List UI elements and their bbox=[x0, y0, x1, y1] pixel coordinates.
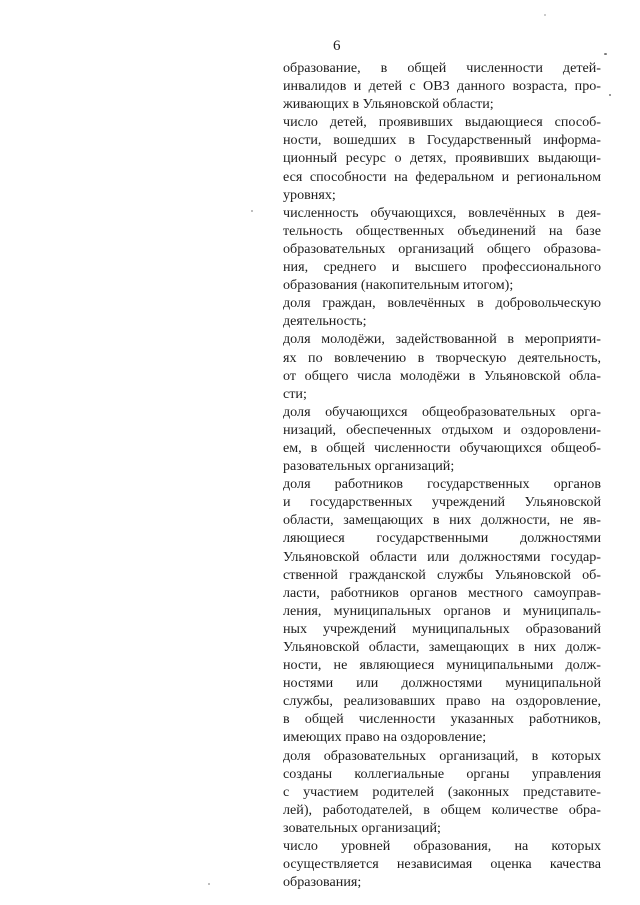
text-line: зовательных организаций; bbox=[283, 819, 441, 836]
text-line: ности, не являющиеся муниципальными долж- bbox=[283, 657, 601, 674]
text-line: инвалидов и детей с ОВЗ данного возраста, про- bbox=[283, 78, 601, 95]
text-line: число детей, проявивших выдающиеся способ- bbox=[283, 114, 601, 131]
text-line: с участием родителей (законных представите- bbox=[283, 783, 601, 800]
text-line: разовательных организаций; bbox=[283, 458, 455, 475]
text-line: службы, реализовавших право на оздоровление, bbox=[283, 693, 601, 710]
text-line: уровнях; bbox=[283, 186, 336, 203]
text-line: деятельность; bbox=[283, 313, 367, 330]
text-line: ния, среднего и высшего профессионального bbox=[283, 259, 601, 276]
text-line: ем, в общей численности обучающихся общеоб- bbox=[283, 439, 601, 456]
text-line: ласти, работников органов местного самоуправ- bbox=[283, 584, 601, 601]
text-line: низаций, обеспеченных отдыхом и оздоровлени- bbox=[283, 421, 601, 438]
text-line: лей), работодателей, в общем количестве обра- bbox=[283, 801, 601, 818]
scan-speck bbox=[208, 883, 210, 885]
text-line: Ульяновской области, замещающих в них долж- bbox=[283, 639, 601, 655]
text-line: Ульяновской области или должностями государ- bbox=[283, 548, 601, 565]
text-line: ях по вовлечению в творческую деятельность, bbox=[283, 349, 601, 366]
text-line: от общего числа молодёжи в Ульяновской обла- bbox=[283, 367, 601, 384]
text-line: в общей численности указанных работников, bbox=[283, 711, 601, 728]
text-line: ления, муниципальных органов и муниципаль- bbox=[283, 602, 601, 619]
text-line: образовательных организаций общего образова- bbox=[283, 240, 601, 257]
text-line: области, замещающих в них должности, не яв- bbox=[283, 512, 601, 529]
scan-speck bbox=[604, 53, 607, 55]
text-line: тельность общественных объединений на базе bbox=[283, 222, 601, 239]
text-line: осуществляется независимая оценка качества bbox=[283, 856, 601, 873]
text-line: ностями или должностями муниципальной bbox=[283, 675, 601, 692]
text-line: образование, в общей численности детей- bbox=[283, 60, 601, 76]
text-line: доля обучающихся общеобразовательных орга- bbox=[283, 403, 601, 420]
document-body bbox=[283, 59, 601, 891]
text-line: доля граждан, вовлечённых в добровольческую bbox=[283, 295, 601, 312]
text-line: ционный ресурс о детях, проявивших выдающи- bbox=[283, 150, 601, 167]
text-line: ляющиеся государственными должностями bbox=[283, 530, 601, 547]
scan-speck bbox=[251, 210, 253, 212]
text-line: ности, вошедших в Государственный информа- bbox=[283, 132, 601, 149]
text-line: образования (накопительным итогом); bbox=[283, 277, 514, 294]
text-line: и государственных учреждений Ульяновской bbox=[283, 494, 601, 511]
scan-speck bbox=[544, 14, 546, 16]
text-line: доля работников государственных органов bbox=[283, 476, 601, 493]
text-line: доля молодёжи, задействованной в мероприяти- bbox=[283, 331, 601, 348]
text-line: ных учреждений муниципальных образований bbox=[283, 620, 601, 637]
scan-speck bbox=[609, 94, 611, 96]
page-number: 6 bbox=[333, 38, 341, 54]
text-line: еся способности на федеральном и региональном bbox=[283, 168, 601, 185]
text-line: ственной гражданской службы Ульяновской об- bbox=[283, 566, 601, 583]
text-line: созданы коллегиальные органы управления bbox=[283, 765, 601, 782]
text-line: живающих в Ульяновской области; bbox=[283, 96, 494, 113]
text-line: сти; bbox=[283, 385, 307, 402]
text-line: образования; bbox=[283, 874, 362, 891]
text-line: численность обучающихся, вовлечённых в дея- bbox=[283, 204, 601, 221]
text-line: число уровней образования, на которых bbox=[283, 838, 601, 855]
text-line: имеющих право на оздоровление; bbox=[283, 729, 487, 746]
text-line: доля образовательных организаций, в которых bbox=[283, 747, 601, 764]
